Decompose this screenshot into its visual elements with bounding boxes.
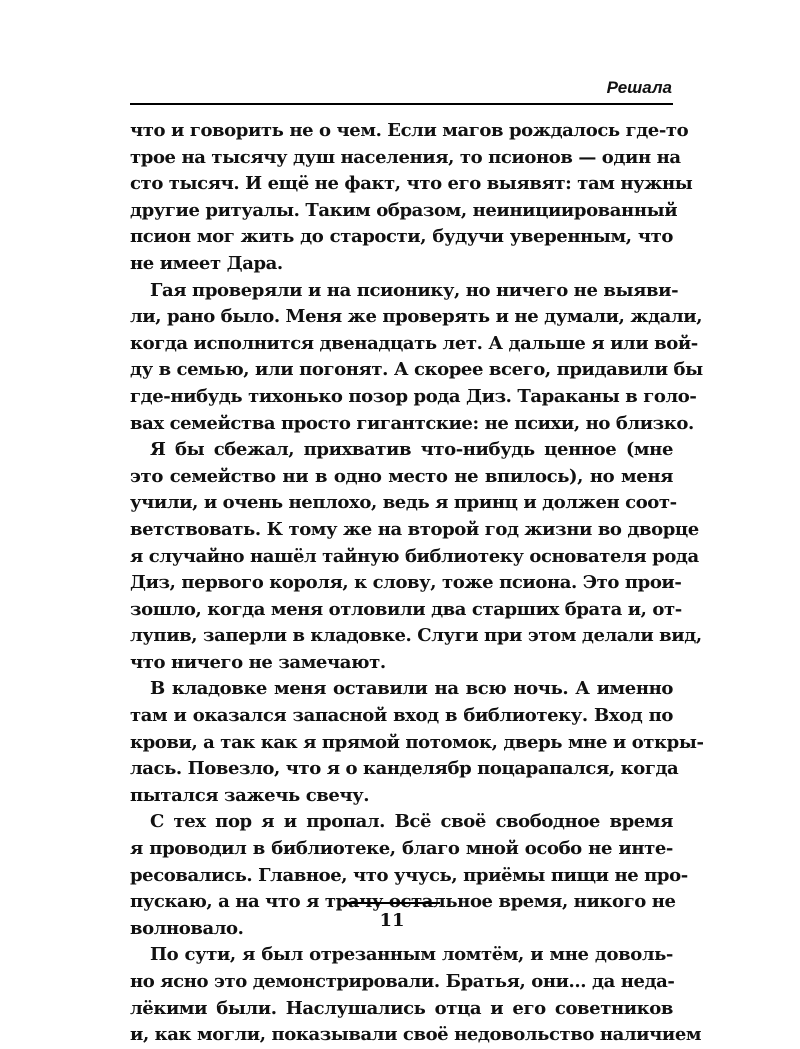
text-line: трое на тысячу душ населения, то псионов — один на <box>130 146 681 168</box>
text-line: лупив, заперли в кладовке. Слуги при этом делали вид, <box>130 625 702 647</box>
text-line: не имеет Дара. <box>130 252 283 274</box>
page-number: 11 <box>379 910 405 931</box>
text-line: вах семейства просто гигантские: не психи, но близко. <box>130 412 694 434</box>
text-line: где-нибудь тихонько позор рода Диз. Тараканы в голо- <box>130 385 697 407</box>
text-line: Диз, первого короля, к слову, тоже псиона. Это прои- <box>130 572 682 594</box>
text-line: С тех пор я и пропал. Всё своё свободное время <box>150 811 673 833</box>
text-line: я случайно нашёл тайную библиотеку основателя рода <box>130 545 699 567</box>
text-line: и, как могли, показывали своё недовольство наличием <box>130 1024 702 1046</box>
text-line: ветствовать. К тому же на второй год жизни во дворце <box>130 518 699 540</box>
paragraph <box>130 942 702 1048</box>
paragraph <box>130 676 704 809</box>
text-line: сто тысяч. И ещё не факт, что его выявят: там нужны <box>130 173 693 195</box>
text-line: учили, и очень неплохо, ведь я принц и должен соот- <box>130 492 677 514</box>
text-line: что и говорить не о чем. Если магов рождалось где-то <box>130 120 689 141</box>
text-line: лась. Повезло, что я о канделябр поцарапался, когда <box>130 758 679 780</box>
text-line: это семейство ни в одно место не впилось), но меня <box>130 465 673 487</box>
text-line: По сути, я был отрезанным ломтём, и мне доволь- <box>150 944 673 966</box>
text-line: ресовались. Главное, что учусь, приёмы пищи не про- <box>130 864 688 886</box>
text-line: я проводил в библиотеке, благо мной особо не инте- <box>130 838 673 860</box>
text-line: что ничего не замечают. <box>130 651 386 673</box>
paragraph <box>130 278 703 438</box>
text-line: волновало. <box>130 917 244 939</box>
running-header-title: Решала <box>606 78 672 97</box>
text-line: пытался зажечь свечу. <box>130 784 370 806</box>
text-line: ли, рано было. Меня же проверять и не думали, ждали, <box>130 306 703 328</box>
text-line: другие ритуалы. Таким образом, неинициированный <box>130 199 678 221</box>
text-line: там и оказался запасной вход в библиотеку. Вход по <box>130 705 673 727</box>
text-line: псион мог жить до старости, будучи уверенным, что <box>130 226 673 248</box>
text-line: В кладовке меня оставили на всю ночь. А именно <box>150 678 673 700</box>
footer-rule <box>344 902 440 904</box>
text-line: Я бы сбежал, прихватив что-нибудь ценное (мне <box>150 439 673 461</box>
text-line: лёкими были. Наслушались отца и его советников <box>130 997 673 1019</box>
text-line: ду в семью, или погонят. А скорее всего, придавили бы <box>130 359 703 381</box>
header-rule <box>130 103 673 105</box>
paragraph <box>130 118 693 278</box>
text-line: когда исполнится двенадцать лет. А дальше я или вой- <box>130 332 698 354</box>
text-line: Гая проверяли и на псионику, но ничего не выяви- <box>150 279 679 301</box>
text-line: крови, а так как я прямой потомок, дверь мне и откры- <box>130 731 704 753</box>
text-line: но ясно это демонстрировали. Братья, они... да неда- <box>130 971 675 992</box>
text-line: зошло, когда меня отловили два старших брата и, от- <box>130 598 682 620</box>
text-line: пускаю, а на что я трачу остальное время, никого не <box>130 891 676 913</box>
paragraph <box>130 437 702 676</box>
